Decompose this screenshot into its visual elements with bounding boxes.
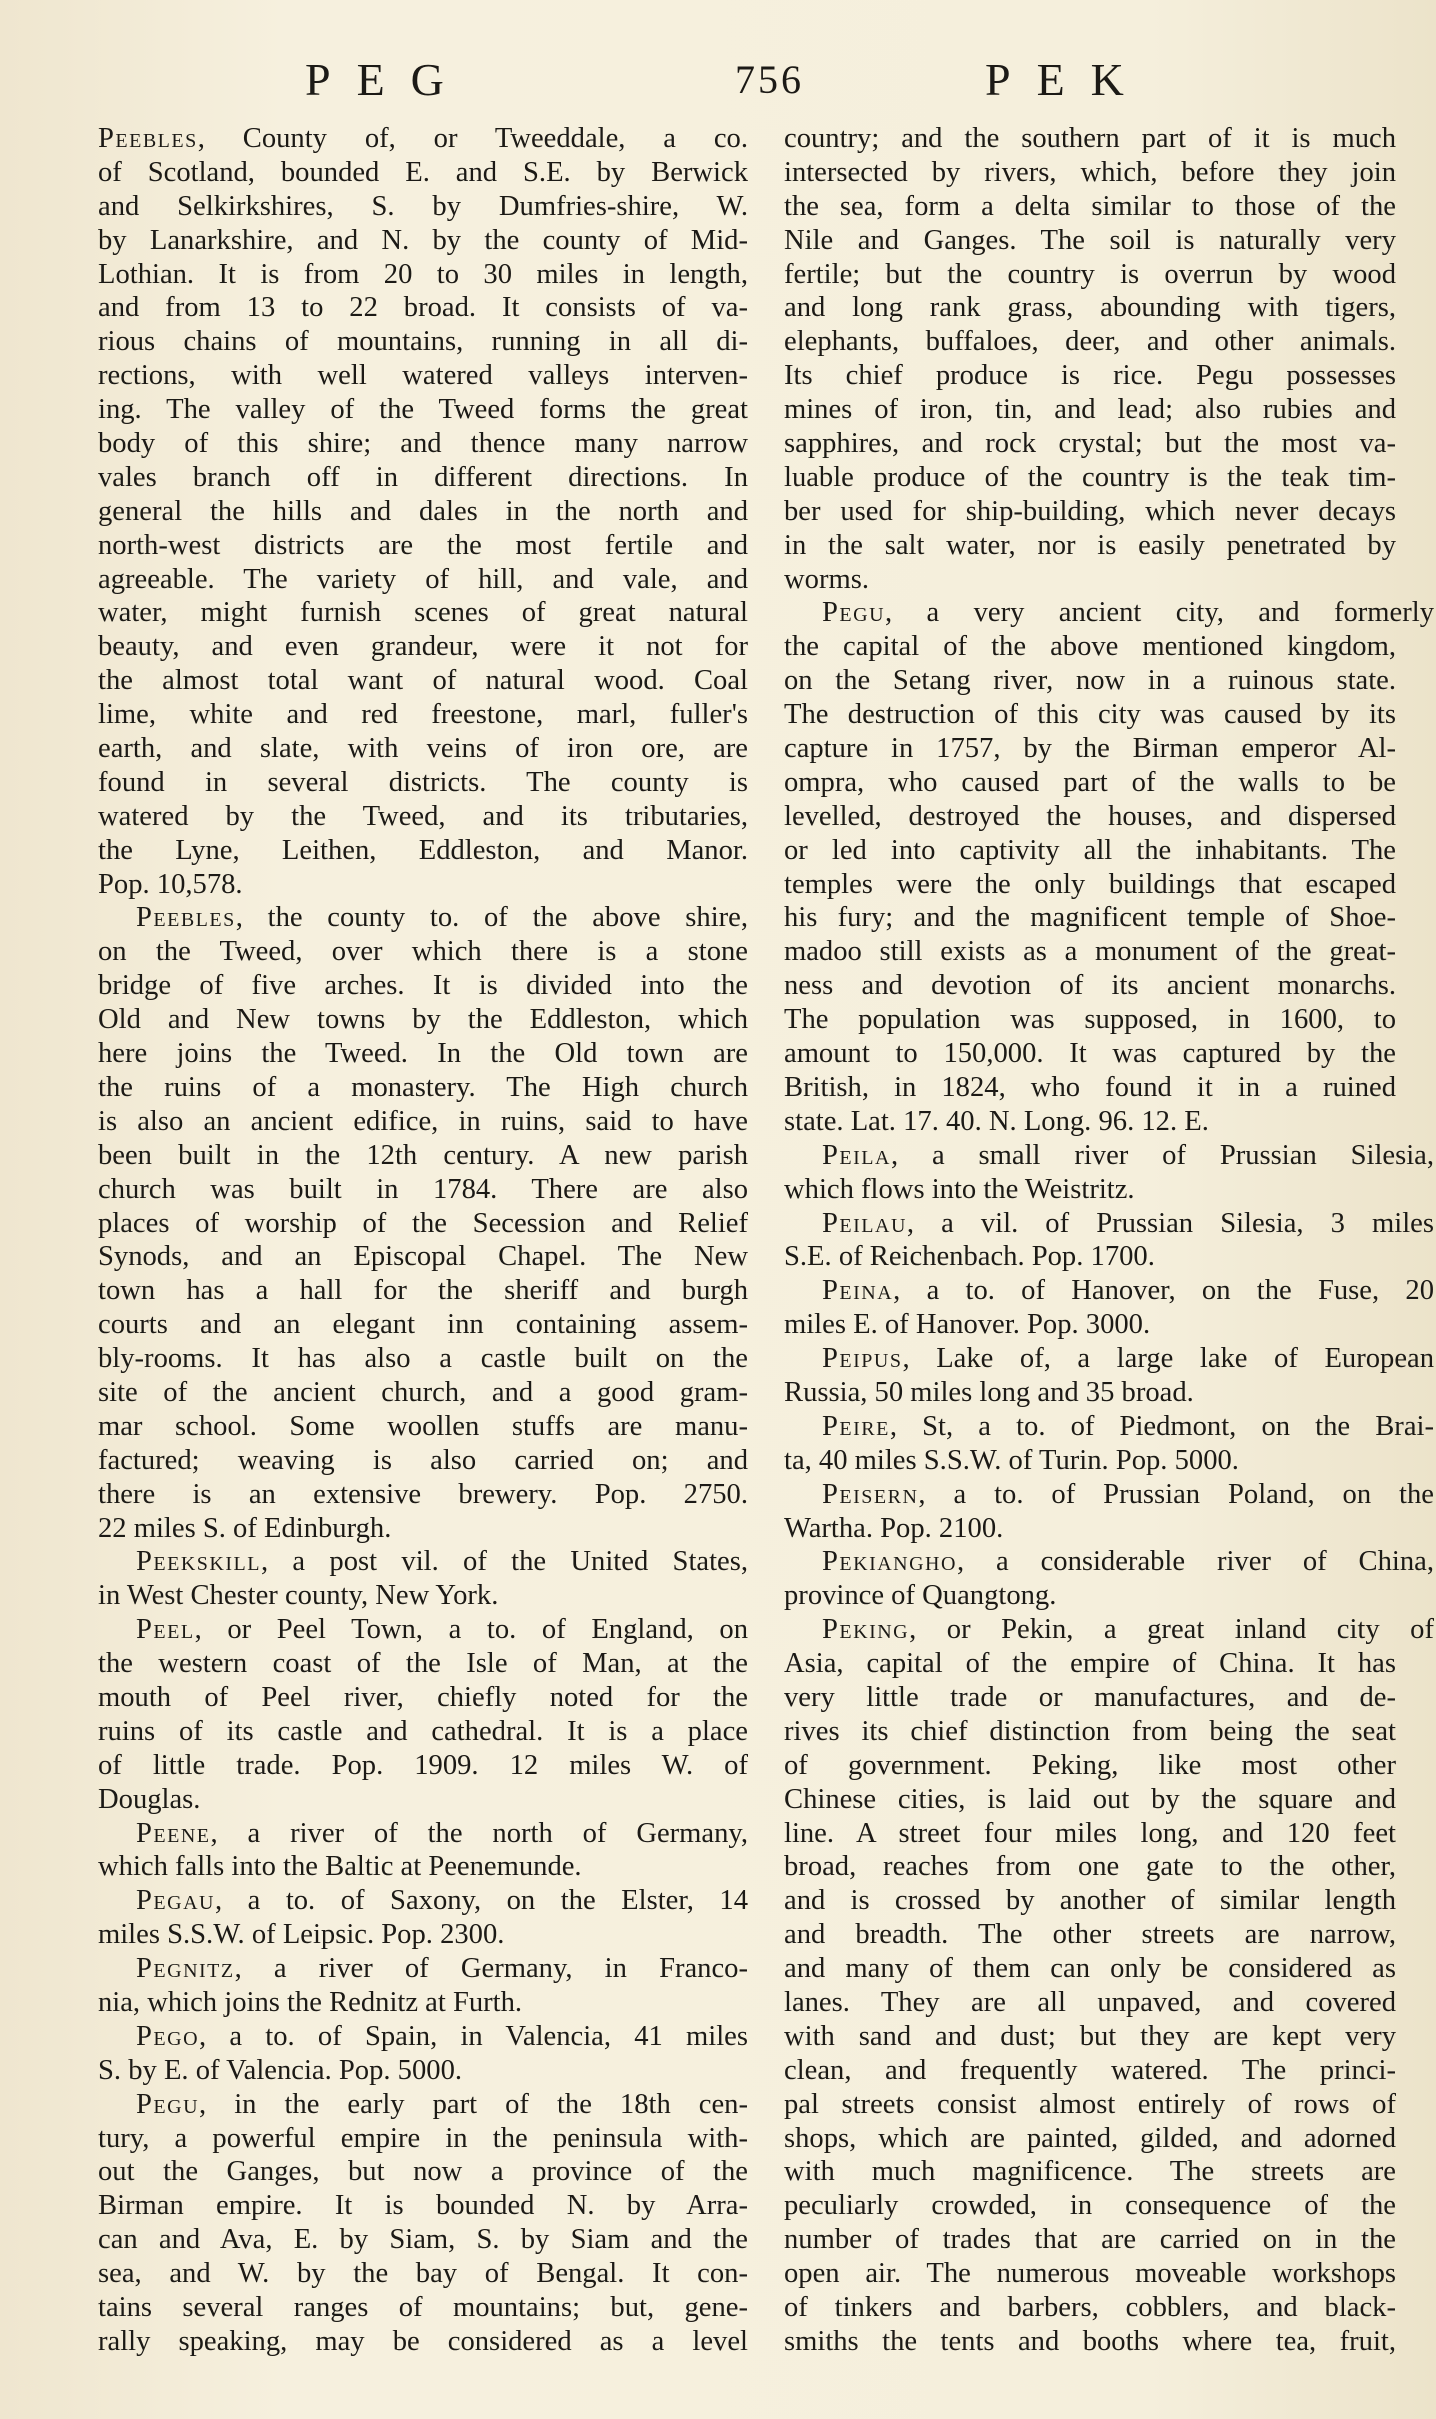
text-line: by Lanarkshire, and N. by the county of Mid- — [98, 224, 748, 256]
text-line: Pegu, a very ancient city, and formerly — [822, 597, 1434, 629]
text-line: rious chains of mountains, running in all di- — [98, 326, 748, 358]
text-line: worms. — [784, 563, 869, 595]
headword: Peilau — [822, 1207, 907, 1239]
text-line: Peila, a small river of Prussian Silesia, — [822, 1139, 1434, 1171]
page-number: 756 — [735, 57, 804, 102]
text-line: Wartha. Pop. 2100. — [784, 1512, 1004, 1544]
text-line: Asia, capital of the empire of China. It has — [784, 1648, 1396, 1680]
text-line: of government. Peking, like most other — [784, 1749, 1396, 1781]
text-line: in the salt water, nor is easily penetrated by — [784, 529, 1396, 561]
text-line: church was built in 1784. There are also — [98, 1173, 748, 1205]
text-line: water, might furnish scenes of great natural — [98, 597, 748, 629]
text-line: tury, a powerful empire in the peninsula with- — [98, 2122, 748, 2154]
text-line: places of worship of the Secession and Relief — [98, 1207, 748, 1239]
text-line: Peene, a river of the north of Germany, — [136, 1817, 748, 1849]
text-line: 22 miles S. of Edinburgh. — [98, 1512, 392, 1544]
text-line: number of trades that are carried on in the — [784, 2224, 1396, 2256]
text-line: beauty, and even grandeur, were it not for — [98, 631, 748, 663]
text-line: The population was supposed, in 1600, to — [784, 1004, 1396, 1036]
text-line: the sea, form a delta similar to those of the — [784, 190, 1396, 222]
text-line: is also an ancient edifice, in ruins, said to have — [98, 1105, 748, 1137]
text-line: here joins the Tweed. In the Old town are — [98, 1038, 748, 1070]
text-line: the almost total want of natural wood. Coal — [98, 665, 748, 697]
headword: Peene — [136, 1817, 211, 1849]
text-line: Pop. 10,578. — [98, 868, 243, 900]
text-line: nia, which joins the Rednitz at Furth. — [98, 1986, 523, 2018]
text-line: vales branch off in different directions. In — [98, 461, 748, 493]
left-column — [98, 122, 748, 2359]
text-line: The destruction of this city was caused by its — [784, 699, 1396, 731]
text-line: with much magnificence. The streets are — [784, 2156, 1396, 2188]
text-line: been built in the 12th century. A new parish — [98, 1139, 748, 1171]
text-line: temples were the only buildings that escaped — [784, 868, 1396, 900]
text-line: miles S.S.W. of Leipsic. Pop. 2300. — [98, 1919, 505, 1951]
headword: Pego — [136, 2020, 200, 2052]
text-line: Nile and Ganges. The soil is naturally very — [784, 224, 1396, 256]
text-line: factured; weaving is also carried on; and — [98, 1444, 748, 1476]
text-line: Peel, or Peel Town, a to. of England, on — [136, 1614, 748, 1646]
text-line: sea, and W. by the bay of Bengal. It con- — [98, 2258, 748, 2290]
text-line: amount to 150,000. It was captured by the — [784, 1038, 1396, 1070]
headword: Pegu — [822, 597, 886, 629]
text-line: sapphires, and rock crystal; but the most va- — [784, 428, 1396, 460]
text-line: and from 13 to 22 broad. It consists of va- — [98, 292, 748, 324]
headword: Pegu — [136, 2088, 200, 2120]
text-line: Peipus, Lake of, a large lake of European — [822, 1343, 1434, 1375]
text-line: state. Lat. 17. 40. N. Long. 96. 12. E. — [784, 1105, 1209, 1137]
text-line: open air. The numerous moveable workshops — [784, 2258, 1396, 2290]
text-line: town has a hall for the sheriff and burgh — [98, 1275, 748, 1307]
text-line: mouth of Peel river, chiefly noted for the — [98, 1681, 748, 1713]
text-line: earth, and slate, with veins of iron ore, are — [98, 733, 748, 765]
text-line: the capital of the above mentioned kingdom, — [784, 631, 1396, 663]
text-line: pal streets consist almost entirely of rows of — [784, 2088, 1396, 2120]
text-line: on the Setang river, now in a ruinous state. — [784, 665, 1396, 697]
text-line: Chinese cities, is laid out by the square and — [784, 1783, 1396, 1815]
headword: Peel — [136, 1614, 195, 1646]
text-line: Peekskill, a post vil. of the United States, — [136, 1546, 748, 1578]
text-line: clean, and frequently watered. The princi- — [784, 2054, 1396, 2086]
text-line: the ruins of a monastery. The High church — [98, 1071, 748, 1103]
headword: Peire — [822, 1410, 890, 1442]
text-line: the western coast of the Isle of Man, at the — [98, 1648, 748, 1680]
text-line: mines of iron, tin, and lead; also rubies and — [784, 394, 1396, 426]
headword: Pegau — [136, 1885, 215, 1917]
text-line: of tinkers and barbers, cobblers, and black- — [784, 2292, 1396, 2323]
headword: Pegnitz — [136, 1953, 235, 1985]
text-line: S.E. of Reichenbach. Pop. 1700. — [784, 1241, 1155, 1273]
text-line: tains several ranges of mountains; but, gene- — [98, 2292, 748, 2323]
text-line: peculiarly crowded, in consequence of the — [784, 2190, 1396, 2222]
text-line: rally speaking, may be considered as a level — [98, 2325, 748, 2357]
text-line: site of the ancient church, and a good gram- — [98, 1376, 748, 1408]
text-line: Russia, 50 miles long and 35 broad. — [784, 1376, 1194, 1408]
text-line: Peebles, County of, or Tweeddale, a co. — [98, 123, 748, 154]
headword: Peebles — [98, 123, 198, 154]
text-line: ber used for ship-building, which never decays — [784, 495, 1396, 527]
text-line: body of this shire; and thence many narrow — [98, 428, 748, 460]
text-line: Pego, a to. of Spain, in Valencia, 41 miles — [136, 2020, 748, 2052]
text-line: miles E. of Hanover. Pop. 3000. — [784, 1309, 1151, 1341]
headword: Peipus — [822, 1343, 903, 1375]
text-line: general the hills and dales in the north and — [98, 495, 748, 527]
text-line: the Lyne, Leithen, Eddleston, and Manor. — [98, 834, 748, 866]
text-line: Douglas. — [98, 1783, 201, 1815]
text-line: Peilau, a vil. of Prussian Silesia, 3 miles — [822, 1207, 1434, 1239]
text-line: or led into captivity all the inhabitants. The — [784, 834, 1396, 866]
text-line: lanes. They are all unpaved, and covered — [784, 1986, 1396, 2018]
headword: Peila — [822, 1139, 891, 1171]
text-line: S. by E. of Valencia. Pop. 5000. — [98, 2054, 463, 2086]
right-column — [784, 122, 1436, 2359]
text-line: broad, reaches from one gate to the other, — [784, 1851, 1396, 1883]
headword: Peisern — [822, 1478, 919, 1510]
running-head — [0, 55, 1436, 105]
text-line: watered by the Tweed, and its tributaries, — [98, 800, 748, 832]
text-line: and breadth. The other streets are narrow, — [784, 1919, 1396, 1951]
text-line: Pegau, a to. of Saxony, on the Elster, 14 — [136, 1885, 748, 1917]
text-line: and Selkirkshires, S. by Dumfries-shire, W. — [98, 190, 748, 222]
text-line: rections, with well watered valleys interven- — [98, 360, 748, 392]
text-line: and is crossed by another of similar length — [784, 1885, 1396, 1917]
text-line: with sand and dust; but they are kept very — [784, 2020, 1396, 2052]
text-line: ta, 40 miles S.S.W. of Turin. Pop. 5000. — [784, 1444, 1239, 1476]
text-line: Synods, and an Episcopal Chapel. The New — [98, 1241, 748, 1273]
text-line: ompra, who caused part of the walls to be — [784, 766, 1396, 798]
text-line: and long rank grass, abounding with tigers, — [784, 292, 1396, 324]
text-line: fertile; but the country is overrun by wood — [784, 258, 1396, 290]
text-line: country; and the southern part of it is much — [784, 123, 1396, 154]
text-line: intersected by rivers, which, before they join — [784, 156, 1396, 188]
text-line: capture in 1757, by the Birman emperor Al- — [784, 733, 1396, 765]
text-line: can and Ava, E. by Siam, S. by Siam and the — [98, 2224, 748, 2256]
text-line: found in several districts. The county is — [98, 766, 748, 798]
text-line: Its chief produce is rice. Pegu possesses — [784, 360, 1396, 392]
text-line: of Scotland, bounded E. and S.E. by Berwick — [98, 156, 748, 188]
text-line: Lothian. It is from 20 to 30 miles in length, — [98, 258, 748, 290]
text-line: bly-rooms. It has also a castle built on the — [98, 1343, 748, 1375]
headword: Peking — [822, 1614, 910, 1646]
text-line: in West Chester county, New York. — [98, 1580, 499, 1612]
text-line: out the Ganges, but now a province of the — [98, 2156, 748, 2188]
text-line: British, in 1824, who found it in a ruined — [784, 1071, 1396, 1103]
text-line: agreeable. The variety of hill, and vale, and — [98, 563, 748, 595]
text-line: province of Quangtong. — [784, 1580, 1057, 1612]
text-line: Birman empire. It is bounded N. by Arra- — [98, 2190, 748, 2222]
text-line: ruins of its castle and cathedral. It is a place — [98, 1715, 748, 1747]
text-line: bridge of five arches. It is divided into the — [98, 970, 748, 1002]
text-line: line. A street four miles long, and 120 feet — [784, 1817, 1396, 1849]
text-line: Peina, a to. of Hanover, on the Fuse, 20 — [822, 1275, 1434, 1307]
text-line: Peisern, a to. of Prussian Poland, on the — [822, 1478, 1434, 1510]
headword: Pekiangho — [822, 1546, 957, 1578]
text-line: on the Tweed, over which there is a stone — [98, 936, 748, 968]
text-line: lime, white and red freestone, marl, fuller's — [98, 699, 748, 731]
text-line: mar school. Some woollen stuffs are manu- — [98, 1410, 748, 1442]
headword: Peekskill — [136, 1546, 261, 1578]
text-line: which flows into the Weistritz. — [784, 1173, 1135, 1205]
text-line: ing. The valley of the Tweed forms the great — [98, 394, 748, 426]
text-line: north-west districts are the most fertile and — [98, 529, 748, 561]
text-line: and many of them can only be considered as — [784, 1953, 1396, 1985]
text-line: levelled, destroyed the houses, and dispersed — [784, 800, 1396, 832]
text-line: Peire, St, a to. of Piedmont, on the Brai- — [822, 1410, 1434, 1442]
text-line: there is an extensive brewery. Pop. 2750. — [98, 1478, 748, 1510]
text-line: shops, which are painted, gilded, and adorned — [784, 2122, 1396, 2154]
text-line: courts and an elegant inn containing assem- — [98, 1309, 748, 1341]
running-head-left: PEG — [305, 54, 470, 105]
text-line: his fury; and the magnificent temple of Shoe- — [784, 902, 1396, 934]
text-line: elephants, buffaloes, deer, and other animals. — [784, 326, 1396, 358]
text-line: very little trade or manufactures, and de- — [784, 1681, 1396, 1713]
text-line: Pekiangho, a considerable river of China, — [822, 1546, 1434, 1578]
headword: Peebles — [136, 902, 236, 934]
text-line: Old and New towns by the Eddleston, which — [98, 1004, 748, 1036]
text-line: madoo still exists as a monument of the great- — [784, 936, 1396, 968]
text-line: Pegnitz, a river of Germany, in Franco- — [136, 1953, 748, 1985]
text-line: Peking, or Pekin, a great inland city of — [822, 1614, 1434, 1646]
text-line: smiths the tents and booths where tea, fruit, — [784, 2325, 1396, 2357]
running-head-right: PEK — [985, 54, 1150, 105]
text-line: of little trade. Pop. 1909. 12 miles W. of — [98, 1749, 748, 1781]
text-line: which falls into the Baltic at Peenemunde. — [98, 1851, 582, 1883]
text-line: ness and devotion of its ancient monarchs. — [784, 970, 1396, 1002]
text-line: Pegu, in the early part of the 18th cen- — [136, 2088, 748, 2120]
headword: Peina — [822, 1275, 894, 1307]
text-line: luable produce of the country is the teak tim- — [784, 461, 1396, 493]
text-line: rives its chief distinction from being the seat — [784, 1715, 1396, 1747]
text-line: Peebles, the county to. of the above shire, — [136, 902, 748, 934]
